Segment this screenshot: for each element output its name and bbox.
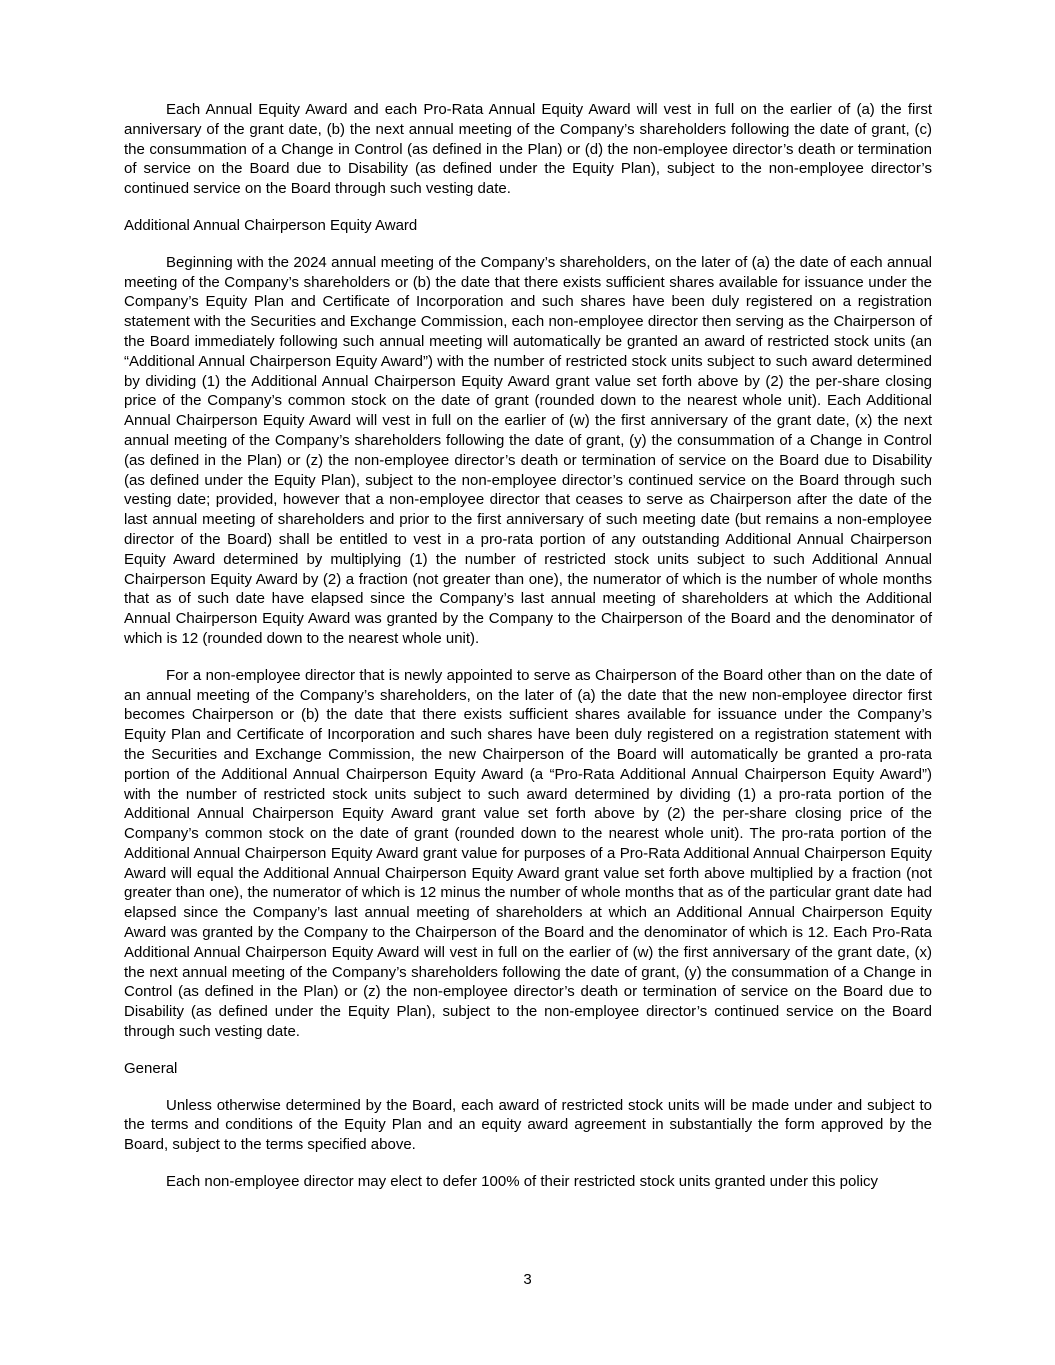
paragraph-chairperson-award: Beginning with the 2024 annual meeting of the Company’s shareholders, on the later of (a) the date of each annual meeting of the Company’s shareholders or (b) the date that there exists sufficient shares available for issuance under the Company’s Equity Plan and Certificate of Incorporation and such shares have been duly registered on a registration statement with the Securities and Exchange Commission, each non-employee director then serving as the Chairperson of the Board immediately following such annual meeting will automatically be granted an award of restricted stock units (an “Additional Annual Chairperson Equity Award”) with the number of restricted stock units subject to such award determined by dividing (1) the Additional Annual Chairperson Equity Award grant value set forth above by (2) the per-share closing price of the Company’s common stock on the date of grant (rounded down to the nearest whole unit). Each Additional Annual Chairperson Equity Award will vest in full on the earlier of (w) the first anniversary of the grant date, (x) the next annual meeting of the Company’s shareholders following the date of grant, (y) the consummation of a Change in Control (as defined in the Plan) or (z) the non-employee director’s death or termination of service on the Board due to Disability (as defined under the Equity Plan), subject to the non-employee director’s continued service on the Board through such vesting date; provided, however that a non-employee director that ceases to serve as Chairperson after the date of the last annual meeting of shareholders and prior to the first anniversary of such meeting date (but remains a non-employee director of the Board) shall be entitled to vest in a pro-rata portion of any outstanding Additional Annual Chairperson Equity Award determined by multiplying (1) the number of restricted stock units subject to such Additional Annual Chairperson Equity Award by (2) a fraction (not greater than one), the numerator of which is the number of whole months that as of such date have elapsed since the Company’s last annual meeting of shareholders at which the Additional Annual Chairperson Equity Award was granted by the Company to the Chairperson of the Board and the denominator of which is 12 (rounded down to the nearest whole unit). <box>124 253 932 647</box>
paragraph-pro-rata-chairperson-award: For a non-employee director that is newly appointed to serve as Chairperson of the Board other than on the date of an annual meeting of the Company’s shareholders, on the later of (a) the date that the new non-employee director first becomes Chairperson or (b) the date that there exists sufficient shares available for issuance under the Company’s Equity Plan and Certificate of Incorporation and such shares have been duly registered on a registration statement with the Securities and Exchange Commission, the new Chairperson of the Board will automatically be granted a pro-rata portion of the Additional Annual Chairperson Equity Award (a “Pro-Rata Additional Annual Chairperson Equity Award”) with the number of restricted stock units subject to such award determined by dividing (1) a pro-rata portion of the Additional Annual Chairperson Equity Award grant value set forth above by (2) the per-share closing price of the Company’s common stock on the date of grant (rounded down to the nearest whole unit). The pro-rata portion of the Additional Annual Chairperson Equity Award grant value for purposes of a Pro-Rata Additional Annual Chairperson Equity Award will equal the Additional Annual Chairperson Equity Award grant value set forth above multiplied by a fraction (not greater than one), the numerator of which is 12 minus the number of whole months that as of the particular grant date had elapsed since the Company’s last annual meeting of shareholders at which an Additional Annual Chairperson Equity Award was granted by the Company to the Chairperson of the Board and the denominator of which is 12. Each Pro-Rata Additional Annual Chairperson Equity Award will vest in full on the earlier of (w) the first anniversary of the grant date, (x) the next annual meeting of the Company’s shareholders following the date of grant, (y) the consummation of a Change in Control (as defined in the Plan) or (z) the non-employee director’s death or termination of service on the Board due to Disability (as defined under the Equity Plan), subject to the non-employee director’s continued service on the Board through such vesting date. <box>124 666 932 1041</box>
section-heading-general: General <box>124 1059 178 1077</box>
paragraph-annual-award-vesting: Each Annual Equity Award and each Pro-Rata Annual Equity Award will vest in full on the earlier of (a) the first anniversary of the grant date, (b) the next annual meeting of the Company’s shareholders following the date of grant, (c) the consummation of a Change in Control (as defined in the Plan) or (d) the non-employee director’s death or termination of service on the Board due to Disability (as defined under the Equity Plan), subject to the non-employee director’s continued service on the Board through such vesting date. <box>124 101 932 198</box>
paragraph-general-terms: Unless otherwise determined by the Board, each award of restricted stock units will be made under and subject to the terms and conditions of the Equity Plan and an equity award agreement in substantially the form approved by the Board, subject to the terms specified above. <box>124 1096 932 1154</box>
paragraph-deferral: Each non-employee director may elect to defer 100% of their restricted stock units granted under this policy <box>166 1173 879 1191</box>
document-body <box>124 100 932 1209</box>
section-heading-chairperson-award: Additional Annual Chairperson Equity Award <box>124 216 418 234</box>
page-number: 3 <box>523 1271 532 1288</box>
